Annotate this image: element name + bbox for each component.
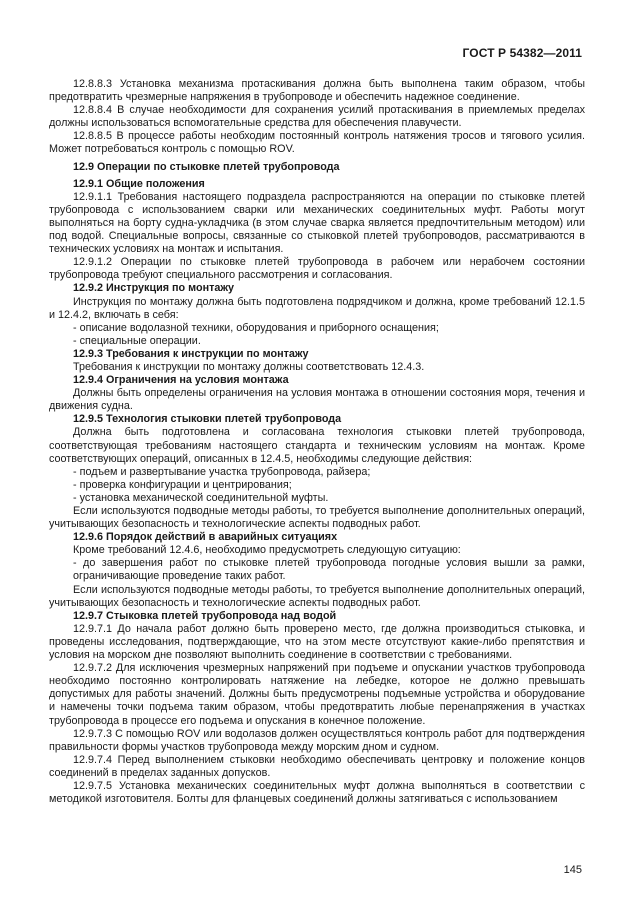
paragraph: 12.9.7.1 До начала работ должно быть проверено место, где должна производиться стыковка, и проведены исследования, подтверждающие, что на этом месте отсутствуют какие-либо препятствия и условия на морском дне позволяют выполнить соединение в соответствии с требованиями. [49, 622, 585, 662]
list-item: - установка механической соединительной муфты. [73, 491, 329, 504]
paragraph: 12.9.7.3 С помощью ROV или водолазов должен осуществляться контроль работ для подтверждения правильности формы участков трубопровода между морским дном и судном. [49, 727, 585, 753]
paragraph: 12.8.8.5 В процессе работы необходим постоянный контроль натяжения тросов и тягового усилия. Может потребоваться контроль с помощью ROV. [49, 130, 585, 156]
paragraph: Если используются подводные методы работы, то требуется выполнение дополнительных операций, учитывающих безопасность и технологические аспекты подводных работ. [49, 583, 585, 609]
paragraph: Если используются подводные методы работы, то требуется выполнение дополнительных операций, учитывающих безопасность и технологические аспекты подводных работ. [49, 505, 585, 531]
section-heading: 12.9 Операции по стыковке плетей трубопровода [73, 160, 340, 173]
subsection-heading: 12.9.6 Порядок действий в аварийных ситуациях [73, 531, 338, 544]
paragraph: Кроме требований 12.4.6, необходимо предусмотреть следующую ситуацию: [73, 544, 461, 557]
list-item: - до завершения работ по стыковке плетей трубопровода погодные условия вышли за рамки, ограничивающие проведение таких работ. [73, 557, 585, 583]
paragraph: 12.9.7.5 Установка механических соединительных муфт должна выполняться в соответствии с методикой изготовителя. Болты для фланцевых соединений должны затягиваться с использованием [49, 779, 585, 806]
paragraph: Должны быть определены ограничения на условия монтажа в отношении состояния моря, течения и движения судна. [49, 387, 585, 413]
subsection-heading: 12.9.2 Инструкция по монтажу [73, 282, 235, 295]
list-item: - подъем и развертывание участка трубопровода, райзера; [73, 465, 371, 478]
subsection-heading: 12.9.4 Ограничения на условия монтажа [73, 374, 289, 387]
list-item: - проверка конфигурации и центрирования; [73, 478, 292, 491]
page-number: 145 [563, 864, 582, 876]
paragraph: Инструкция по монтажу должна быть подготовлена подрядчиком и должна, кроме требований 12.1.5 и 12.4.2, включать в себя: [49, 295, 585, 321]
paragraph: Требования к инструкции по монтажу должны соответствовать 12.4.3. [73, 360, 425, 373]
paragraph: 12.9.1.2 Операции по стыковке плетей трубопровода в рабочем или нерабочем состоянии трубопровода требуют специального рассмотрения и согласования. [49, 256, 585, 282]
list-item: - специальные операции. [73, 334, 201, 347]
subsection-heading: 12.9.1 Общие положения [73, 177, 205, 190]
subsection-heading: 12.9.3 Требования к инструкции по монтажу [73, 347, 309, 360]
paragraph: 12.8.8.4 В случае необходимости для сохранения усилий протаскивания в приемлемых пределах должны использоваться вспомогательные средства для обеспечения плавучести. [49, 104, 585, 130]
paragraph: 12.8.8.3 Установка механизма протаскивания должна быть выполнена таким образом, чтобы предотвратить чрезмерные напряжения в трубопроводе и обеспечить надежное соединение. [49, 78, 585, 104]
paragraph: 12.9.7.4 Перед выполнением стыковки необходимо обеспечивать центровку и положение концов соединений в пределах заданных допусков. [49, 753, 585, 779]
paragraph: Должна быть подготовлена и согласована технология стыковки плетей трубопровода, соответствующая требованиям настоящего стандарта и техническим условиям на монтаж. Кроме соответствующих операций, описанных в 12.4.5, необходимы следующие действия: [49, 426, 585, 465]
document-body [49, 78, 585, 806]
paragraph: 12.9.7.2 Для исключения чрезмерных напряжений при подъеме и опускании участков трубопровода необходимо постоянно контролировать натяжение на лебедке, которое не должно превышать допустимых для работы значений. Должны быть предусмотрены подъемные устройства и оборудование и намечены точки подъема таким образом, чтобы предотвратить любые перенапряжения в участках трубопровода в процессе его подъема и опускания в конечное положение. [49, 662, 585, 727]
document-standard-id: ГОСТ Р 54382—2011 [462, 46, 582, 60]
subsection-heading: 12.9.5 Технология стыковки плетей трубопровода [73, 413, 342, 426]
paragraph: 12.9.1.1 Требования настоящего подраздела распространяются на операции по стыковке плетей трубопровода с использованием сварки или механических соединительных муфт. Работы могут выполняться на борту судна-укладчика (в этом случае сварка является предпочтительным методом) или под водой. Специальные вопросы, связанные со стыковкой плетей трубопроводов, рассматриваются в технических условиях на монтаж и испытания. [49, 190, 585, 256]
list-item: - описание водолазной техники, оборудования и приборного оснащения; [73, 321, 439, 334]
subsection-heading: 12.9.7 Стыковка плетей трубопровода над водой [73, 609, 337, 622]
